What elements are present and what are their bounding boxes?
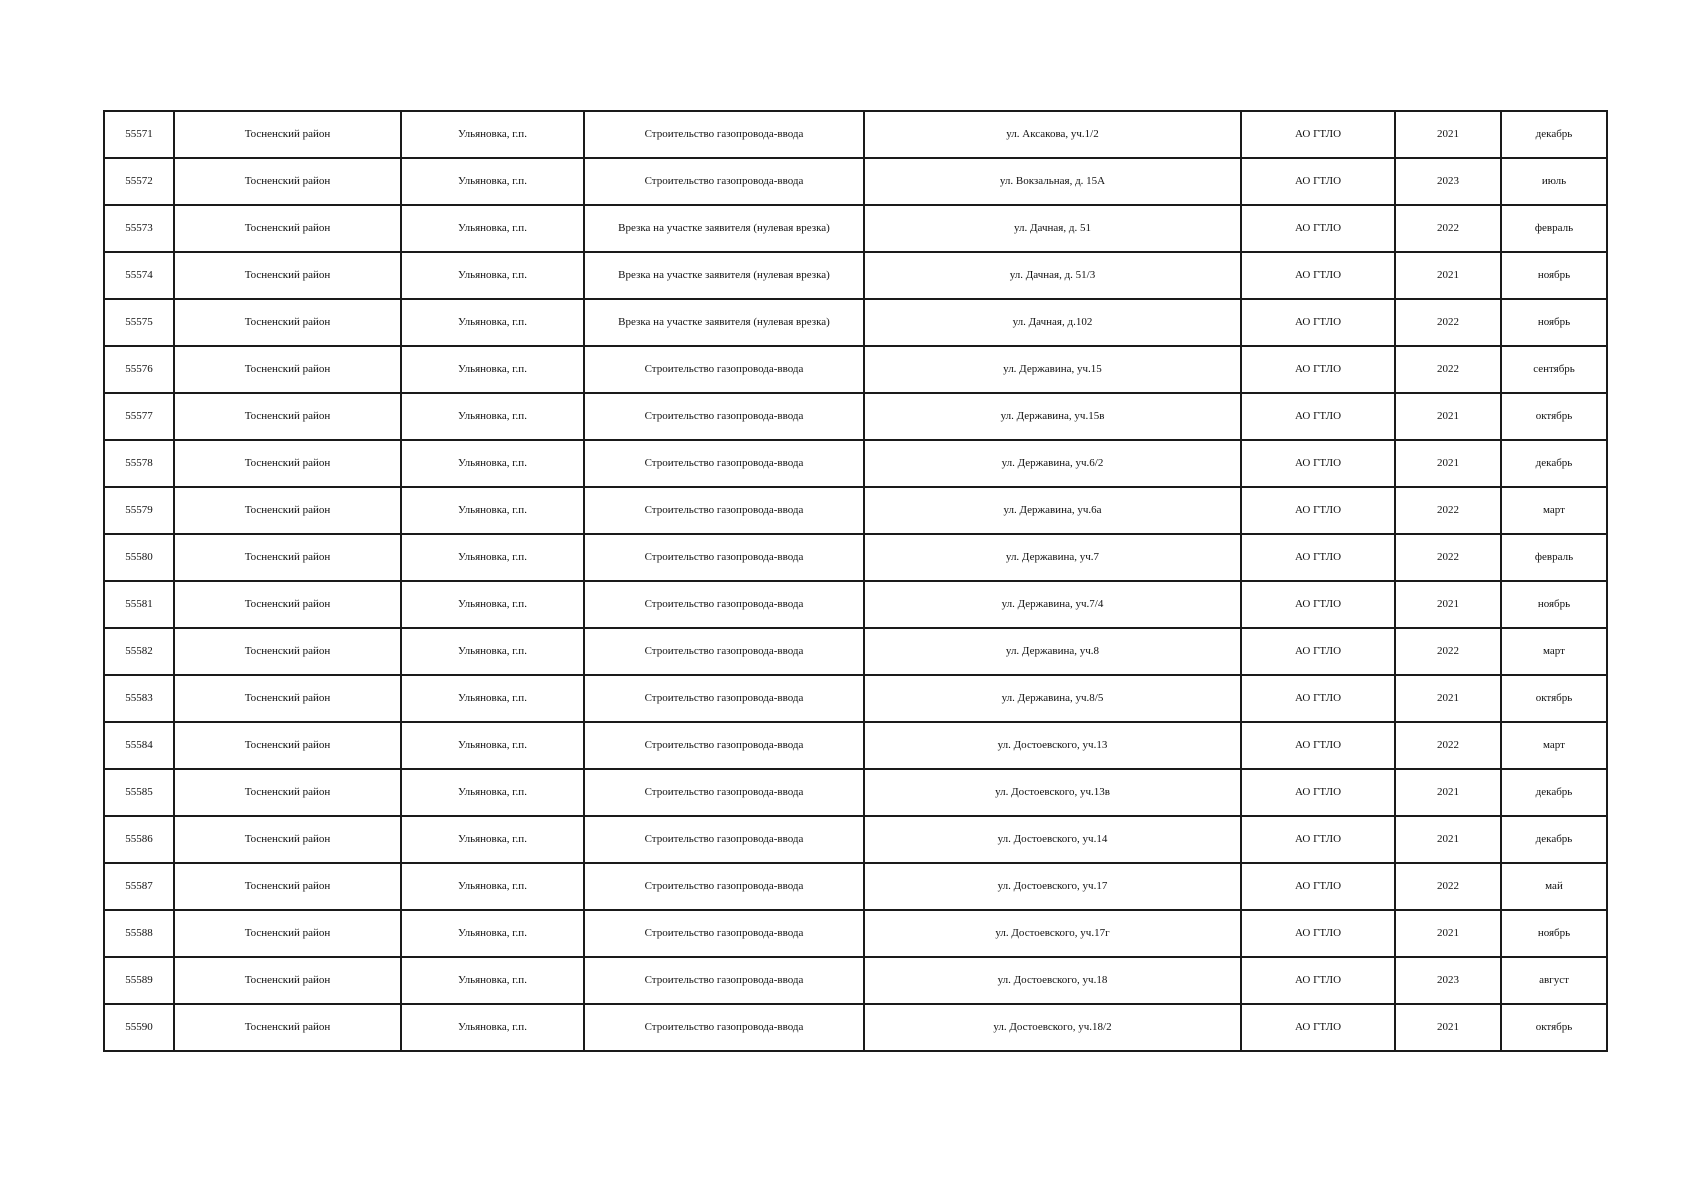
row-number-cell: 55576 [104, 346, 174, 393]
table-row [104, 346, 1607, 393]
row-number-cell: 55575 [104, 299, 174, 346]
address-cell: ул. Дачная, д. 51 [864, 205, 1241, 252]
row-number-cell: 55588 [104, 910, 174, 957]
address-cell: ул. Достоевского, уч.18 [864, 957, 1241, 1004]
month-cell: март [1501, 487, 1607, 534]
year-cell: 2022 [1395, 722, 1501, 769]
address-cell: ул. Достоевского, уч.17г [864, 910, 1241, 957]
year-cell: 2022 [1395, 863, 1501, 910]
document-page [103, 110, 1606, 1052]
work-type-cell: Строительство газопровода-ввода [584, 769, 864, 816]
district-cell: Тосненский район [174, 534, 401, 581]
work-type-cell: Врезка на участке заявителя (нулевая врезка) [584, 299, 864, 346]
row-number-cell: 55587 [104, 863, 174, 910]
table-row [104, 581, 1607, 628]
month-cell: июль [1501, 158, 1607, 205]
work-type-cell: Строительство газопровода-ввода [584, 1004, 864, 1051]
address-cell: ул. Достоевского, уч.13 [864, 722, 1241, 769]
organization-cell: АО ГТЛО [1241, 440, 1395, 487]
address-cell: ул. Достоевского, уч.14 [864, 816, 1241, 863]
district-cell: Тосненский район [174, 581, 401, 628]
row-number-cell: 55572 [104, 158, 174, 205]
row-number-cell: 55579 [104, 487, 174, 534]
organization-cell: АО ГТЛО [1241, 722, 1395, 769]
district-cell: Тосненский район [174, 205, 401, 252]
month-cell: ноябрь [1501, 299, 1607, 346]
table-row [104, 252, 1607, 299]
address-cell: ул. Достоевского, уч.18/2 [864, 1004, 1241, 1051]
month-cell: декабрь [1501, 769, 1607, 816]
year-cell: 2022 [1395, 346, 1501, 393]
year-cell: 2021 [1395, 816, 1501, 863]
year-cell: 2021 [1395, 581, 1501, 628]
district-cell: Тосненский район [174, 863, 401, 910]
organization-cell: АО ГТЛО [1241, 534, 1395, 581]
month-cell: ноябрь [1501, 910, 1607, 957]
row-number-cell: 55586 [104, 816, 174, 863]
table-row [104, 816, 1607, 863]
year-cell: 2021 [1395, 769, 1501, 816]
work-type-cell: Строительство газопровода-ввода [584, 910, 864, 957]
work-type-cell: Строительство газопровода-ввода [584, 957, 864, 1004]
row-number-cell: 55574 [104, 252, 174, 299]
district-cell: Тосненский район [174, 111, 401, 158]
organization-cell: АО ГТЛО [1241, 675, 1395, 722]
district-cell: Тосненский район [174, 393, 401, 440]
district-cell: Тосненский район [174, 769, 401, 816]
address-cell: ул. Аксакова, уч.1/2 [864, 111, 1241, 158]
table-row [104, 158, 1607, 205]
work-type-cell: Строительство газопровода-ввода [584, 346, 864, 393]
month-cell: ноябрь [1501, 581, 1607, 628]
month-cell: май [1501, 863, 1607, 910]
settlement-cell: Ульяновка, г.п. [401, 816, 584, 863]
district-cell: Тосненский район [174, 675, 401, 722]
gasification-table [103, 110, 1608, 1052]
work-type-cell: Строительство газопровода-ввода [584, 158, 864, 205]
month-cell: декабрь [1501, 816, 1607, 863]
year-cell: 2021 [1395, 910, 1501, 957]
month-cell: март [1501, 628, 1607, 675]
address-cell: ул. Дачная, д.102 [864, 299, 1241, 346]
organization-cell: АО ГТЛО [1241, 111, 1395, 158]
work-type-cell: Строительство газопровода-ввода [584, 393, 864, 440]
month-cell: март [1501, 722, 1607, 769]
district-cell: Тосненский район [174, 299, 401, 346]
month-cell: декабрь [1501, 440, 1607, 487]
row-number-cell: 55590 [104, 1004, 174, 1051]
settlement-cell: Ульяновка, г.п. [401, 1004, 584, 1051]
work-type-cell: Строительство газопровода-ввода [584, 722, 864, 769]
table-row [104, 1004, 1607, 1051]
settlement-cell: Ульяновка, г.п. [401, 628, 584, 675]
settlement-cell: Ульяновка, г.п. [401, 299, 584, 346]
address-cell: ул. Державина, уч.15 [864, 346, 1241, 393]
organization-cell: АО ГТЛО [1241, 252, 1395, 299]
work-type-cell: Строительство газопровода-ввода [584, 111, 864, 158]
year-cell: 2021 [1395, 1004, 1501, 1051]
year-cell: 2021 [1395, 675, 1501, 722]
settlement-cell: Ульяновка, г.п. [401, 722, 584, 769]
month-cell: декабрь [1501, 111, 1607, 158]
table-row [104, 393, 1607, 440]
year-cell: 2021 [1395, 440, 1501, 487]
district-cell: Тосненский район [174, 487, 401, 534]
work-type-cell: Строительство газопровода-ввода [584, 440, 864, 487]
organization-cell: АО ГТЛО [1241, 393, 1395, 440]
table-row [104, 628, 1607, 675]
table-row [104, 111, 1607, 158]
settlement-cell: Ульяновка, г.п. [401, 675, 584, 722]
table-body [104, 111, 1607, 1051]
table-row [104, 487, 1607, 534]
table-row [104, 534, 1607, 581]
row-number-cell: 55582 [104, 628, 174, 675]
work-type-cell: Строительство газопровода-ввода [584, 816, 864, 863]
organization-cell: АО ГТЛО [1241, 346, 1395, 393]
table-row [104, 769, 1607, 816]
address-cell: ул. Достоевского, уч.17 [864, 863, 1241, 910]
organization-cell: АО ГТЛО [1241, 158, 1395, 205]
district-cell: Тосненский район [174, 910, 401, 957]
work-type-cell: Строительство газопровода-ввода [584, 675, 864, 722]
settlement-cell: Ульяновка, г.п. [401, 863, 584, 910]
organization-cell: АО ГТЛО [1241, 487, 1395, 534]
district-cell: Тосненский район [174, 440, 401, 487]
year-cell: 2022 [1395, 628, 1501, 675]
address-cell: ул. Державина, уч.8 [864, 628, 1241, 675]
table-row [104, 957, 1607, 1004]
work-type-cell: Строительство газопровода-ввода [584, 863, 864, 910]
year-cell: 2023 [1395, 158, 1501, 205]
district-cell: Тосненский район [174, 628, 401, 675]
table-row [104, 299, 1607, 346]
settlement-cell: Ульяновка, г.п. [401, 769, 584, 816]
address-cell: ул. Дачная, д. 51/3 [864, 252, 1241, 299]
work-type-cell: Строительство газопровода-ввода [584, 581, 864, 628]
row-number-cell: 55583 [104, 675, 174, 722]
settlement-cell: Ульяновка, г.п. [401, 581, 584, 628]
organization-cell: АО ГТЛО [1241, 957, 1395, 1004]
row-number-cell: 55581 [104, 581, 174, 628]
month-cell: октябрь [1501, 393, 1607, 440]
year-cell: 2023 [1395, 957, 1501, 1004]
district-cell: Тосненский район [174, 722, 401, 769]
year-cell: 2022 [1395, 205, 1501, 252]
settlement-cell: Ульяновка, г.п. [401, 487, 584, 534]
year-cell: 2021 [1395, 393, 1501, 440]
address-cell: ул. Державина, уч.7/4 [864, 581, 1241, 628]
row-number-cell: 55573 [104, 205, 174, 252]
organization-cell: АО ГТЛО [1241, 628, 1395, 675]
row-number-cell: 55571 [104, 111, 174, 158]
month-cell: февраль [1501, 205, 1607, 252]
address-cell: ул. Вокзальная, д. 15А [864, 158, 1241, 205]
organization-cell: АО ГТЛО [1241, 816, 1395, 863]
table-row [104, 722, 1607, 769]
organization-cell: АО ГТЛО [1241, 910, 1395, 957]
table-row [104, 205, 1607, 252]
row-number-cell: 55578 [104, 440, 174, 487]
month-cell: сентябрь [1501, 346, 1607, 393]
settlement-cell: Ульяновка, г.п. [401, 158, 584, 205]
address-cell: ул. Державина, уч.7 [864, 534, 1241, 581]
work-type-cell: Врезка на участке заявителя (нулевая врезка) [584, 205, 864, 252]
row-number-cell: 55580 [104, 534, 174, 581]
row-number-cell: 55577 [104, 393, 174, 440]
district-cell: Тосненский район [174, 1004, 401, 1051]
organization-cell: АО ГТЛО [1241, 769, 1395, 816]
settlement-cell: Ульяновка, г.п. [401, 393, 584, 440]
settlement-cell: Ульяновка, г.п. [401, 205, 584, 252]
settlement-cell: Ульяновка, г.п. [401, 534, 584, 581]
work-type-cell: Строительство газопровода-ввода [584, 628, 864, 675]
year-cell: 2022 [1395, 299, 1501, 346]
address-cell: ул. Державина, уч.15в [864, 393, 1241, 440]
organization-cell: АО ГТЛО [1241, 205, 1395, 252]
table-row [104, 440, 1607, 487]
year-cell: 2021 [1395, 111, 1501, 158]
year-cell: 2022 [1395, 487, 1501, 534]
row-number-cell: 55589 [104, 957, 174, 1004]
work-type-cell: Строительство газопровода-ввода [584, 534, 864, 581]
month-cell: ноябрь [1501, 252, 1607, 299]
year-cell: 2021 [1395, 252, 1501, 299]
district-cell: Тосненский район [174, 158, 401, 205]
district-cell: Тосненский район [174, 816, 401, 863]
organization-cell: АО ГТЛО [1241, 1004, 1395, 1051]
settlement-cell: Ульяновка, г.п. [401, 252, 584, 299]
settlement-cell: Ульяновка, г.п. [401, 111, 584, 158]
year-cell: 2022 [1395, 534, 1501, 581]
settlement-cell: Ульяновка, г.п. [401, 957, 584, 1004]
month-cell: октябрь [1501, 675, 1607, 722]
organization-cell: АО ГТЛО [1241, 581, 1395, 628]
table-row [104, 910, 1607, 957]
address-cell: ул. Достоевского, уч.13в [864, 769, 1241, 816]
month-cell: февраль [1501, 534, 1607, 581]
table-row [104, 863, 1607, 910]
row-number-cell: 55585 [104, 769, 174, 816]
work-type-cell: Врезка на участке заявителя (нулевая врезка) [584, 252, 864, 299]
month-cell: август [1501, 957, 1607, 1004]
row-number-cell: 55584 [104, 722, 174, 769]
work-type-cell: Строительство газопровода-ввода [584, 487, 864, 534]
district-cell: Тосненский район [174, 252, 401, 299]
address-cell: ул. Державина, уч.6а [864, 487, 1241, 534]
district-cell: Тосненский район [174, 346, 401, 393]
settlement-cell: Ульяновка, г.п. [401, 346, 584, 393]
settlement-cell: Ульяновка, г.п. [401, 440, 584, 487]
address-cell: ул. Державина, уч.8/5 [864, 675, 1241, 722]
address-cell: ул. Державина, уч.6/2 [864, 440, 1241, 487]
settlement-cell: Ульяновка, г.п. [401, 910, 584, 957]
table-row [104, 675, 1607, 722]
month-cell: октябрь [1501, 1004, 1607, 1051]
organization-cell: АО ГТЛО [1241, 299, 1395, 346]
organization-cell: АО ГТЛО [1241, 863, 1395, 910]
district-cell: Тосненский район [174, 957, 401, 1004]
